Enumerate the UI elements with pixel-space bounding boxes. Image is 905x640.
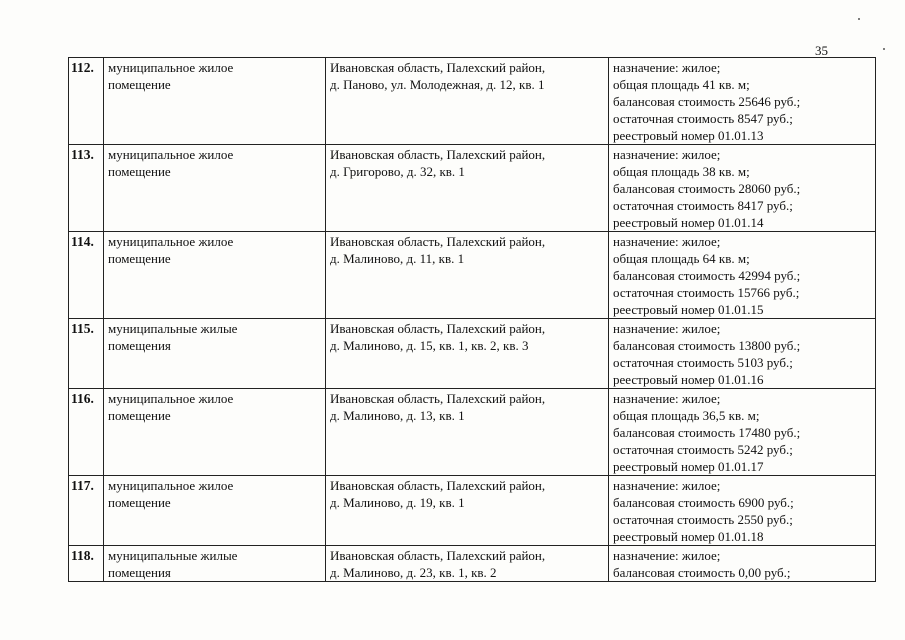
address-cell [326,58,609,145]
row-number: 115. [69,319,104,389]
address-cell [326,546,609,582]
object-name-line: муниципальное жилое [108,478,234,493]
scan-speck [883,48,885,50]
characteristic-line: реестровый номер 01.01.18 [613,529,764,544]
scan-speck [858,18,860,20]
characteristic-line: реестровый номер 01.01.17 [613,459,764,474]
object-name-line: помещение [108,77,171,92]
characteristic-line: назначение: жилое; [613,548,721,563]
property-registry-table [68,57,876,582]
characteristic-line: балансовая стоимость 25646 руб.; [613,94,801,109]
address-cell [326,145,609,232]
table-row [69,546,876,582]
characteristics-cell [609,58,876,145]
characteristics-cell [609,145,876,232]
address-line: Ивановская область, Палехский район, [330,548,546,563]
characteristic-line: остаточная стоимость 5242 руб.; [613,442,793,457]
characteristic-line: остаточная стоимость 2550 руб.; [613,512,793,527]
address-line: Ивановская область, Палехский район, [330,60,546,75]
address-line: д. Григорово, д. 32, кв. 1 [330,164,465,179]
object-name-cell [104,546,326,582]
characteristics-cell [609,389,876,476]
characteristic-line: балансовая стоимость 17480 руб.; [613,425,801,440]
object-name-line: муниципальное жилое [108,234,234,249]
row-number: 116. [69,389,104,476]
object-name-line: муниципальные жилые [108,321,238,336]
object-name-line: муниципальное жилое [108,60,234,75]
object-name-line: помещения [108,565,171,580]
characteristic-line: балансовая стоимость 42994 руб.; [613,268,801,283]
address-line: Ивановская область, Палехский район, [330,391,546,406]
address-line: д. Малиново, д. 15, кв. 1, кв. 2, кв. 3 [330,338,529,353]
table-body [69,58,876,582]
object-name-cell [104,389,326,476]
object-name-line: муниципальное жилое [108,147,234,162]
characteristic-line: назначение: жилое; [613,147,721,162]
address-line: Ивановская область, Палехский район, [330,147,546,162]
characteristics-cell [609,476,876,546]
object-name-cell [104,476,326,546]
table-row [69,145,876,232]
characteristic-line: общая площадь 64 кв. м; [613,251,750,266]
object-name-cell [104,145,326,232]
characteristic-line: общая площадь 36,5 кв. м; [613,408,760,423]
table-row [69,476,876,546]
object-name-line: помещение [108,408,171,423]
characteristic-line: общая площадь 41 кв. м; [613,77,750,92]
characteristic-line: назначение: жилое; [613,321,721,336]
characteristic-line: реестровый номер 01.01.16 [613,372,764,387]
address-line: д. Малиново, д. 23, кв. 1, кв. 2 [330,565,497,580]
address-line: д. Малиново, д. 19, кв. 1 [330,495,465,510]
address-cell [326,319,609,389]
characteristic-line: реестровый номер 01.01.14 [613,215,764,230]
object-name-cell [104,232,326,319]
characteristic-line: реестровый номер 01.01.15 [613,302,764,317]
table-row [69,58,876,145]
object-name-line: помещение [108,164,171,179]
page-number: 35 [815,43,828,58]
characteristic-line: остаточная стоимость 15766 руб.; [613,285,800,300]
characteristic-line: назначение: жилое; [613,60,721,75]
characteristic-line: остаточная стоимость 5103 руб.; [613,355,793,370]
characteristic-line: балансовая стоимость 0,00 руб.; [613,565,791,580]
characteristic-line: реестровый номер 01.01.13 [613,128,764,143]
characteristic-line: остаточная стоимость 8547 руб.; [613,111,793,126]
characteristic-line: балансовая стоимость 13800 руб.; [613,338,801,353]
characteristic-line: остаточная стоимость 8417 руб.; [613,198,793,213]
address-cell [326,232,609,319]
row-number: 117. [69,476,104,546]
object-name-line: муниципальное жилое [108,391,234,406]
address-line: Ивановская область, Палехский район, [330,234,546,249]
object-name-line: помещение [108,495,171,510]
address-line: д. Паново, ул. Молодежная, д. 12, кв. 1 [330,77,545,92]
address-line: д. Малиново, д. 11, кв. 1 [330,251,465,266]
row-number: 112. [69,58,104,145]
object-name-line: помещение [108,251,171,266]
characteristic-line: назначение: жилое; [613,478,721,493]
row-number: 118. [69,546,104,582]
object-name-line: помещения [108,338,171,353]
address-cell [326,476,609,546]
characteristic-line: общая площадь 38 кв. м; [613,164,750,179]
address-cell [326,389,609,476]
object-name-cell [104,319,326,389]
table-row [69,389,876,476]
characteristic-line: балансовая стоимость 28060 руб.; [613,181,801,196]
characteristics-cell [609,232,876,319]
row-number: 113. [69,145,104,232]
table-row [69,232,876,319]
characteristics-cell [609,546,876,582]
address-line: Ивановская область, Палехский район, [330,478,546,493]
address-line: д. Малиново, д. 13, кв. 1 [330,408,465,423]
characteristic-line: назначение: жилое; [613,391,721,406]
characteristic-line: балансовая стоимость 6900 руб.; [613,495,794,510]
address-line: Ивановская область, Палехский район, [330,321,546,336]
row-number: 114. [69,232,104,319]
object-name-cell [104,58,326,145]
characteristics-cell [609,319,876,389]
object-name-line: муниципальные жилые [108,548,238,563]
table-row [69,319,876,389]
characteristic-line: назначение: жилое; [613,234,721,249]
